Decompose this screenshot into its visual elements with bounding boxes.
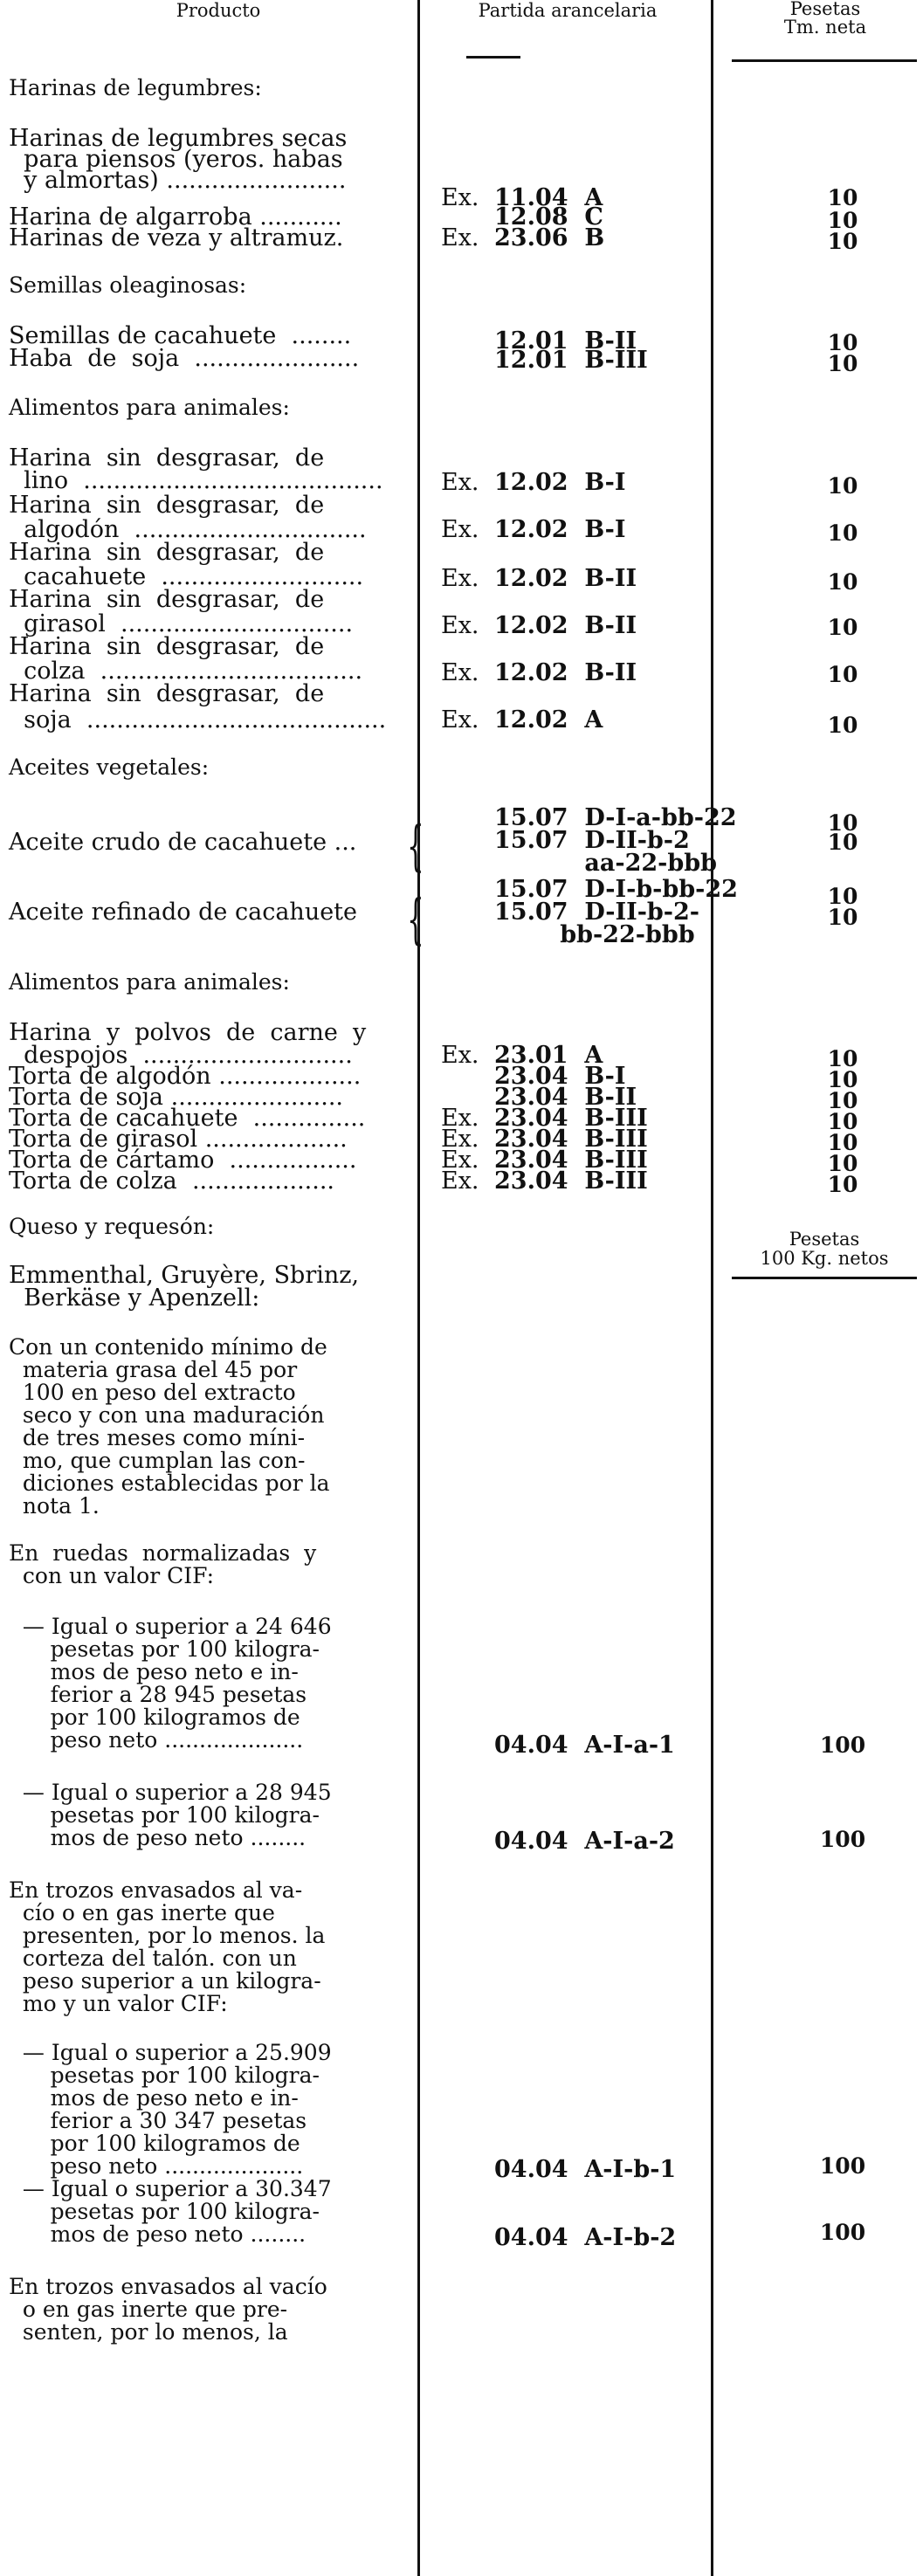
product-text: Torta de algodón ...................	[9, 1063, 362, 1090]
price-value: 10	[827, 185, 858, 210]
price-value: 10	[827, 1067, 858, 1092]
tariff-code: 23.04 B-I	[494, 1063, 626, 1090]
price-value: 10	[827, 1046, 858, 1071]
product-text: materia grasa del 45 por	[9, 1357, 298, 1382]
tariff-code: 12.02 B-II	[494, 565, 637, 592]
header-partida-arancelaria: Partida arancelaria	[478, 0, 658, 21]
tariff-code: 04.04 A-I-b-1	[494, 2156, 677, 2183]
tariff-code: 23.06 B	[494, 224, 605, 251]
product-text: Torta de cacahuete ...............	[9, 1105, 366, 1132]
header-rule-partida	[466, 56, 520, 59]
product-text: seco y con una maduración	[9, 1402, 325, 1428]
ex-prefix: Ex.	[441, 1126, 479, 1153]
product-text: ferior a 30 347 pesetas	[9, 2108, 307, 2133]
product-text: pesetas por 100 kilogra-	[9, 2063, 320, 2088]
tariff-code: 12.01 B-III	[494, 347, 648, 374]
product-text: En trozos envasados al va-	[9, 1877, 303, 1903]
ex-prefix: Ex.	[441, 469, 479, 496]
header-rule-pesetas	[732, 59, 917, 62]
product-text: 100 en peso del extracto	[9, 1380, 296, 1405]
tariff-code: 12.02 B-II	[494, 612, 637, 639]
ex-prefix: Ex.	[441, 1042, 479, 1069]
price-value: 10	[827, 473, 858, 499]
product-text: corteza del talón. con un	[9, 1946, 297, 1971]
product-text: despojos ............................	[9, 1042, 353, 1069]
price-value: 10	[827, 884, 858, 909]
ex-prefix: Ex.	[441, 184, 479, 211]
section-heading: Queso y requesón:	[9, 1214, 215, 1239]
tariff-code: 04.04 A-I-a-1	[494, 1732, 675, 1759]
section-heading: Aceites vegetales:	[9, 754, 210, 780]
tariff-code: bb-22-bbb	[494, 921, 695, 948]
tariff-code: 04.04 A-I-b-2	[494, 2224, 677, 2251]
product-text: lino ........................................	[9, 467, 383, 494]
product-text: — Igual o superior a 24 646	[9, 1614, 332, 1639]
price-value: 10	[827, 208, 858, 233]
tariff-code: 23.04 B-III	[494, 1105, 648, 1132]
product-text: diciones establecidas por la	[9, 1471, 330, 1496]
product-text: Harina de algarroba ...........	[9, 203, 342, 231]
ex-prefix: Ex.	[441, 1147, 479, 1174]
tariff-code: 12.02 B-I	[494, 469, 626, 496]
price-value: 10	[827, 229, 858, 254]
product-text: — Igual o superior a 28 945	[9, 1780, 332, 1805]
ex-prefix: Ex.	[441, 224, 479, 251]
product-text: pesetas por 100 kilogra-	[9, 1802, 320, 1828]
product-text: y almortas) ........................	[9, 167, 347, 194]
product-text: algodón ...............................	[9, 516, 367, 543]
product-text: Harinas de veza y altramuz.	[9, 224, 344, 251]
product-text: mo y un valor CIF:	[9, 1991, 228, 2016]
tariff-code: 04.04 A-I-a-2	[494, 1828, 675, 1855]
price-value: 10	[827, 1130, 858, 1155]
price-value: 10	[827, 330, 858, 355]
price-value: 10	[827, 615, 858, 640]
product-text: mos de peso neto ........	[9, 2221, 307, 2247]
product-text: presenten, por lo menos. la	[9, 1923, 326, 1948]
product-text: peso neto ....................	[9, 1727, 304, 1753]
product-text: colza ...................................	[9, 658, 363, 685]
product-text: pesetas por 100 kilogra-	[9, 1636, 320, 1662]
product-text: pesetas por 100 kilogra-	[9, 2199, 320, 2224]
section-heading: Alimentos para animales:	[9, 395, 290, 420]
product-text: Torta de soja .......................	[9, 1084, 344, 1111]
tariff-code: 15.07 D-II-b-2-	[494, 899, 700, 926]
header-pesetas-tm: Pesetas Tm. neta	[783, 0, 867, 38]
unit-change-rule	[732, 1277, 917, 1279]
tariff-code: 23.04 B-III	[494, 1126, 648, 1153]
product-text: Harinas de legumbres secas	[9, 125, 348, 152]
brace-aceite-refinado: {	[407, 887, 424, 951]
product-text: Harina sin desgrasar, de	[9, 586, 325, 613]
product-text: mos de peso neto e in-	[9, 2085, 299, 2111]
product-text: girasol ...............................	[9, 610, 354, 637]
product-text: mo, que cumplan las con-	[9, 1448, 306, 1473]
price-value: 10	[827, 713, 858, 738]
product-text: Torta de cártamo .................	[9, 1147, 357, 1174]
product-text: soja ........................................	[9, 706, 387, 734]
tariff-code: 12.08 C	[494, 203, 603, 231]
product-text: Aceite refinado de cacahuete	[9, 899, 358, 926]
product-text: Torta de girasol ...................	[9, 1126, 348, 1153]
product-text: cío o en gas inerte que	[9, 1900, 275, 1925]
price-value: 10	[827, 1151, 858, 1176]
product-text: nota 1.	[9, 1493, 100, 1519]
product-text: Aceite crudo de cacahuete ...	[9, 829, 357, 856]
product-text: — Igual o superior a 25.909	[9, 2040, 332, 2065]
product-text: En trozos envasados al vacío	[9, 2274, 327, 2299]
product-text: ferior a 28 945 pesetas	[9, 1682, 307, 1707]
product-text: peso superior a un kilogra-	[9, 1968, 321, 1994]
price-value: 10	[827, 351, 858, 376]
product-text: peso neto ....................	[9, 2153, 304, 2179]
product-text: Harina sin desgrasar, de	[9, 633, 325, 660]
tariff-code: 11.04 A	[494, 184, 603, 211]
product-text: con un valor CIF:	[9, 1563, 214, 1588]
price-value: 100	[819, 1732, 866, 1758]
price-value: 10	[827, 905, 858, 930]
price-value: 10	[827, 1172, 858, 1197]
product-text: para piensos (yeros. habas	[9, 146, 343, 173]
tariff-code: 23.04 B-III	[494, 1167, 648, 1195]
product-text: Harina y polvos de carne y	[9, 1019, 367, 1046]
unit-change-header: Pesetas 100 Kg. netos	[760, 1229, 889, 1269]
section-heading: Semillas oleaginosas:	[9, 272, 247, 298]
product-text: cacahuete ...........................	[9, 563, 364, 590]
product-text: o en gas inerte que pre-	[9, 2297, 288, 2322]
product-text: Con un contenido mínimo de	[9, 1334, 327, 1360]
price-value: 100	[819, 2220, 866, 2245]
product-text: Emmenthal, Gruyère, Sbrinz,	[9, 1262, 360, 1289]
product-text: Semillas de cacahuete ........	[9, 322, 352, 349]
product-text: Harina sin desgrasar, de	[9, 492, 325, 519]
tariff-code: 15.07 D-I-a-bb-22	[494, 804, 737, 831]
tariff-code: 15.07 D-I-b-bb-22	[494, 876, 738, 903]
product-text: senten, por lo menos, la	[9, 2319, 288, 2345]
product-text: por 100 kilogramos de	[9, 1705, 300, 1730]
product-text: Harina sin desgrasar, de	[9, 444, 325, 472]
brace-aceite-crudo: {	[407, 814, 424, 878]
product-text: de tres meses como míni-	[9, 1425, 306, 1450]
price-value: 10	[827, 1088, 858, 1113]
tariff-code: 23.04 B-II	[494, 1084, 637, 1111]
price-value: 10	[827, 520, 858, 546]
tariff-code: 12.02 B-I	[494, 516, 626, 543]
column-divider-right	[711, 0, 713, 2576]
ex-prefix: Ex.	[441, 612, 479, 639]
ex-prefix: Ex.	[441, 1105, 479, 1132]
product-text: Harina sin desgrasar, de	[9, 680, 325, 707]
tariff-code: 12.01 B-II	[494, 327, 637, 355]
price-value: 100	[819, 1827, 866, 1852]
ex-prefix: Ex.	[441, 659, 479, 686]
section-heading: Harinas de legumbres:	[9, 75, 262, 100]
ex-prefix: Ex.	[441, 565, 479, 592]
tariff-code: 12.02 A	[494, 706, 603, 734]
product-text: mos de peso neto e in-	[9, 1659, 299, 1684]
section-heading: Alimentos para animales:	[9, 969, 290, 995]
ex-prefix: Ex.	[441, 706, 479, 734]
product-text: Torta de colza ...................	[9, 1167, 335, 1195]
product-text: Harina sin desgrasar, de	[9, 539, 325, 566]
price-value: 10	[827, 830, 858, 855]
price-value: 10	[827, 1109, 858, 1134]
tariff-code: 12.02 B-II	[494, 659, 637, 686]
ex-prefix: Ex.	[441, 1167, 479, 1195]
tariff-code: 15.07 D-II-b-2	[494, 827, 690, 854]
product-text: Haba de soja ......................	[9, 345, 360, 372]
tariff-code: 23.04 B-III	[494, 1147, 648, 1174]
price-value: 10	[827, 569, 858, 595]
tariff-code: 23.01 A	[494, 1042, 603, 1069]
price-value: 10	[827, 662, 858, 687]
product-text: En ruedas normalizadas y	[9, 1540, 317, 1566]
product-text: mos de peso neto ........	[9, 1825, 307, 1850]
tariff-code: aa-22-bbb	[494, 850, 718, 877]
price-value: 100	[819, 2153, 866, 2179]
product-text: Berkäse y Apenzell:	[9, 1285, 260, 1312]
product-text: — Igual o superior a 30.347	[9, 2176, 332, 2201]
header-producto: Producto	[176, 0, 261, 21]
ex-prefix: Ex.	[441, 516, 479, 543]
product-text: por 100 kilogramos de	[9, 2131, 300, 2156]
price-value: 10	[827, 810, 858, 836]
